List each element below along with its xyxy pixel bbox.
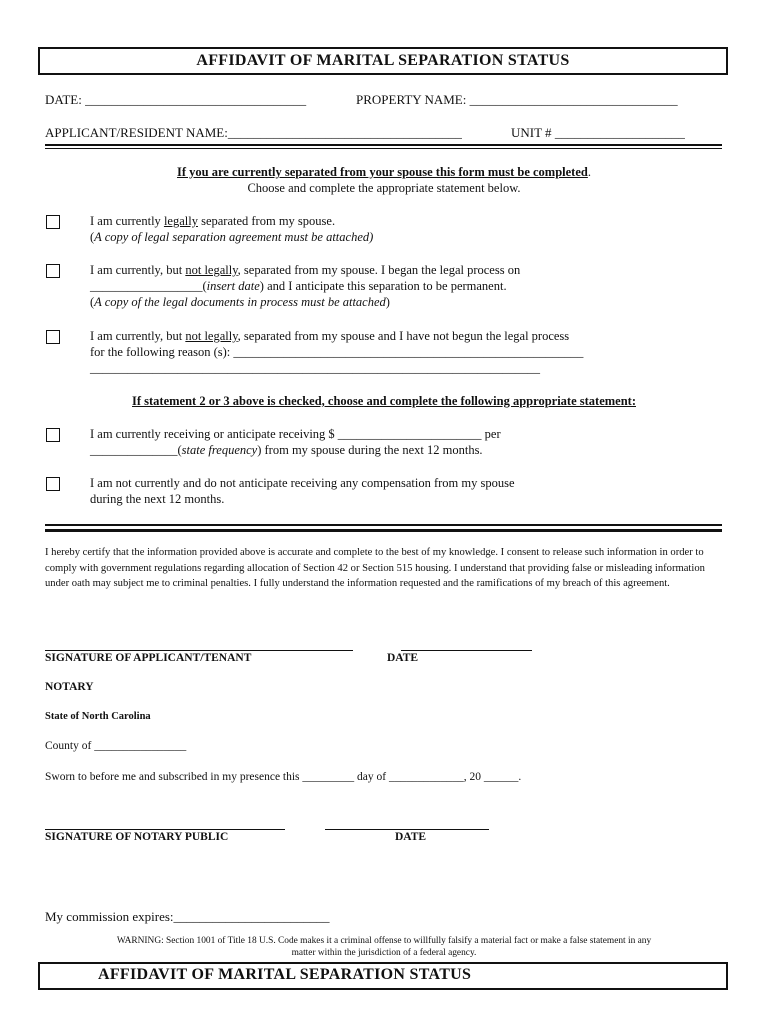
warning-line1: WARNING: Section 1001 of Title 18 U.S. Code makes it a criminal offense to willfully falsify a material fact or make a false statement in any xyxy=(116,936,652,946)
notary-state: State of North Carolina xyxy=(45,711,151,722)
footer-title-box xyxy=(38,962,728,990)
applicant-signature-line[interactable] xyxy=(45,650,353,651)
statement2-text-post: , separated from my spouse. I began the legal process on xyxy=(237,263,521,277)
statement3-reason-line-2[interactable]: ________________________________________________________________________ xyxy=(90,361,540,375)
section1-heading-text: If you are currently separated from your spouse this form must be completed xyxy=(177,165,588,179)
statement1-note: A copy of legal separation agreement must be attached) xyxy=(94,230,374,244)
date-label: DATE: xyxy=(45,92,82,107)
section2-heading-text: If statement 2 or 3 above is checked, choose and complete the following appropriate statement: xyxy=(132,394,636,408)
statement2-date-hint: insert date xyxy=(206,279,260,293)
section1-heading xyxy=(0,165,768,180)
applicant-name-field[interactable] xyxy=(45,125,462,141)
statement4-frequency-blank[interactable]: ______________( xyxy=(90,443,182,457)
certification-text: I hereby certify that the information provided above is accurate and complete to the best of my knowledge. I consent to release such information in order to comply with government regulations regarding allocation of Section 42 or Section 515 housing. I understand that providing false or misleading information under oath may subject me to criminal penalties. I fully understand the information requested and the ramifications of my breach of this agreement. xyxy=(45,547,705,589)
statement2-underlined: not legally xyxy=(185,263,238,277)
notary-county-field[interactable]: County of ________________ xyxy=(45,740,187,752)
statement1 xyxy=(90,213,373,245)
property-name-field[interactable] xyxy=(356,92,678,108)
statement3-text-pre: I am currently, but xyxy=(90,329,186,343)
notary-signature-line[interactable] xyxy=(45,829,285,830)
notary-sworn-field[interactable]: Sworn to before me and subscribed in my presence this _________ day of _____________, 20 ______. xyxy=(45,771,522,783)
form-title-box xyxy=(38,47,728,75)
notary-date-label: DATE xyxy=(395,831,427,843)
statement4-checkbox[interactable] xyxy=(46,428,60,442)
divider-rule-thin xyxy=(45,148,722,149)
statement3-reason-line[interactable]: for the following reason (s): ________________________________________________________ xyxy=(90,345,584,359)
statement2 xyxy=(90,262,520,310)
divider-rule xyxy=(45,144,722,146)
statement2-note-close: ) xyxy=(385,295,390,309)
divider-rule-2 xyxy=(45,524,722,526)
statement1-checkbox[interactable] xyxy=(46,215,60,229)
statement2-date-blank[interactable]: __________________( xyxy=(90,279,207,293)
statement5-checkbox[interactable] xyxy=(46,477,60,491)
statement2-text-pre: I am currently, but xyxy=(90,263,186,277)
statement3 xyxy=(90,328,583,376)
notary-signature-label: SIGNATURE OF NOTARY PUBLIC xyxy=(45,831,229,843)
statement1-text-pre: I am currently xyxy=(90,214,164,228)
statement3-text-post: , separated from my spouse and I have not begun the legal process xyxy=(237,329,570,343)
statement1-text-post: separated from my spouse. xyxy=(197,214,336,228)
property-name-label: PROPERTY NAME: xyxy=(356,92,467,107)
statement3-checkbox[interactable] xyxy=(46,330,60,344)
statement4 xyxy=(90,426,501,458)
commission-expires-field[interactable]: My commission expires:________________________ xyxy=(45,909,330,924)
unit-field[interactable] xyxy=(511,125,685,141)
warning-text xyxy=(0,935,768,959)
statement2-checkbox[interactable] xyxy=(46,264,60,278)
footer-title: AFFIDAVIT OF MARITAL SEPARATION STATUS xyxy=(98,966,472,983)
notary-heading: NOTARY xyxy=(45,681,94,693)
statement4-line2-rest: ) from my spouse during the next 12 months. xyxy=(257,443,483,457)
applicant-date-line[interactable] xyxy=(401,650,532,651)
property-name-blank[interactable]: ________________________________ xyxy=(469,92,678,107)
applicant-date-label: DATE xyxy=(387,652,419,664)
statement2-note: A copy of the legal documents in process must be attached xyxy=(94,295,386,309)
applicant-name-label: APPLICANT/RESIDENT NAME: xyxy=(45,125,228,140)
statement4-frequency-hint: state frequency xyxy=(181,443,258,457)
statement2-note-open: ( xyxy=(90,295,95,309)
statement1-note-open: ( xyxy=(90,230,95,244)
date-field[interactable] xyxy=(45,92,306,108)
section1-heading-period: . xyxy=(587,165,591,179)
unit-label: UNIT # xyxy=(511,125,552,140)
statement5 xyxy=(90,475,515,507)
statement2-line2-rest: ) and I anticipate this separation to be permanent. xyxy=(259,279,507,293)
statement4-line1: I am currently receiving or anticipate receiving $ _______________________ per xyxy=(90,427,501,441)
unit-blank[interactable]: ____________________ xyxy=(554,125,685,140)
statement5-line2: during the next 12 months. xyxy=(90,492,225,506)
date-blank[interactable]: __________________________________ xyxy=(85,92,307,107)
form-title: AFFIDAVIT OF MARITAL SEPARATION STATUS xyxy=(196,52,570,69)
applicant-signature-label: SIGNATURE OF APPLICANT/TENANT xyxy=(45,652,252,664)
statement1-underlined: legally xyxy=(163,214,198,228)
divider-rule-2-thick xyxy=(45,529,722,532)
warning-line2: matter within the jurisdiction of a federal agency. xyxy=(291,948,477,958)
notary-date-line[interactable] xyxy=(325,829,489,830)
section2-heading xyxy=(0,394,768,409)
statement5-line1: I am not currently and do not anticipate receiving any compensation from my spouse xyxy=(90,476,515,490)
section1-subheading: Choose and complete the appropriate statement below. xyxy=(247,181,521,195)
statement3-underlined: not legally xyxy=(185,329,238,343)
applicant-name-blank[interactable]: ____________________________________ xyxy=(227,125,462,140)
